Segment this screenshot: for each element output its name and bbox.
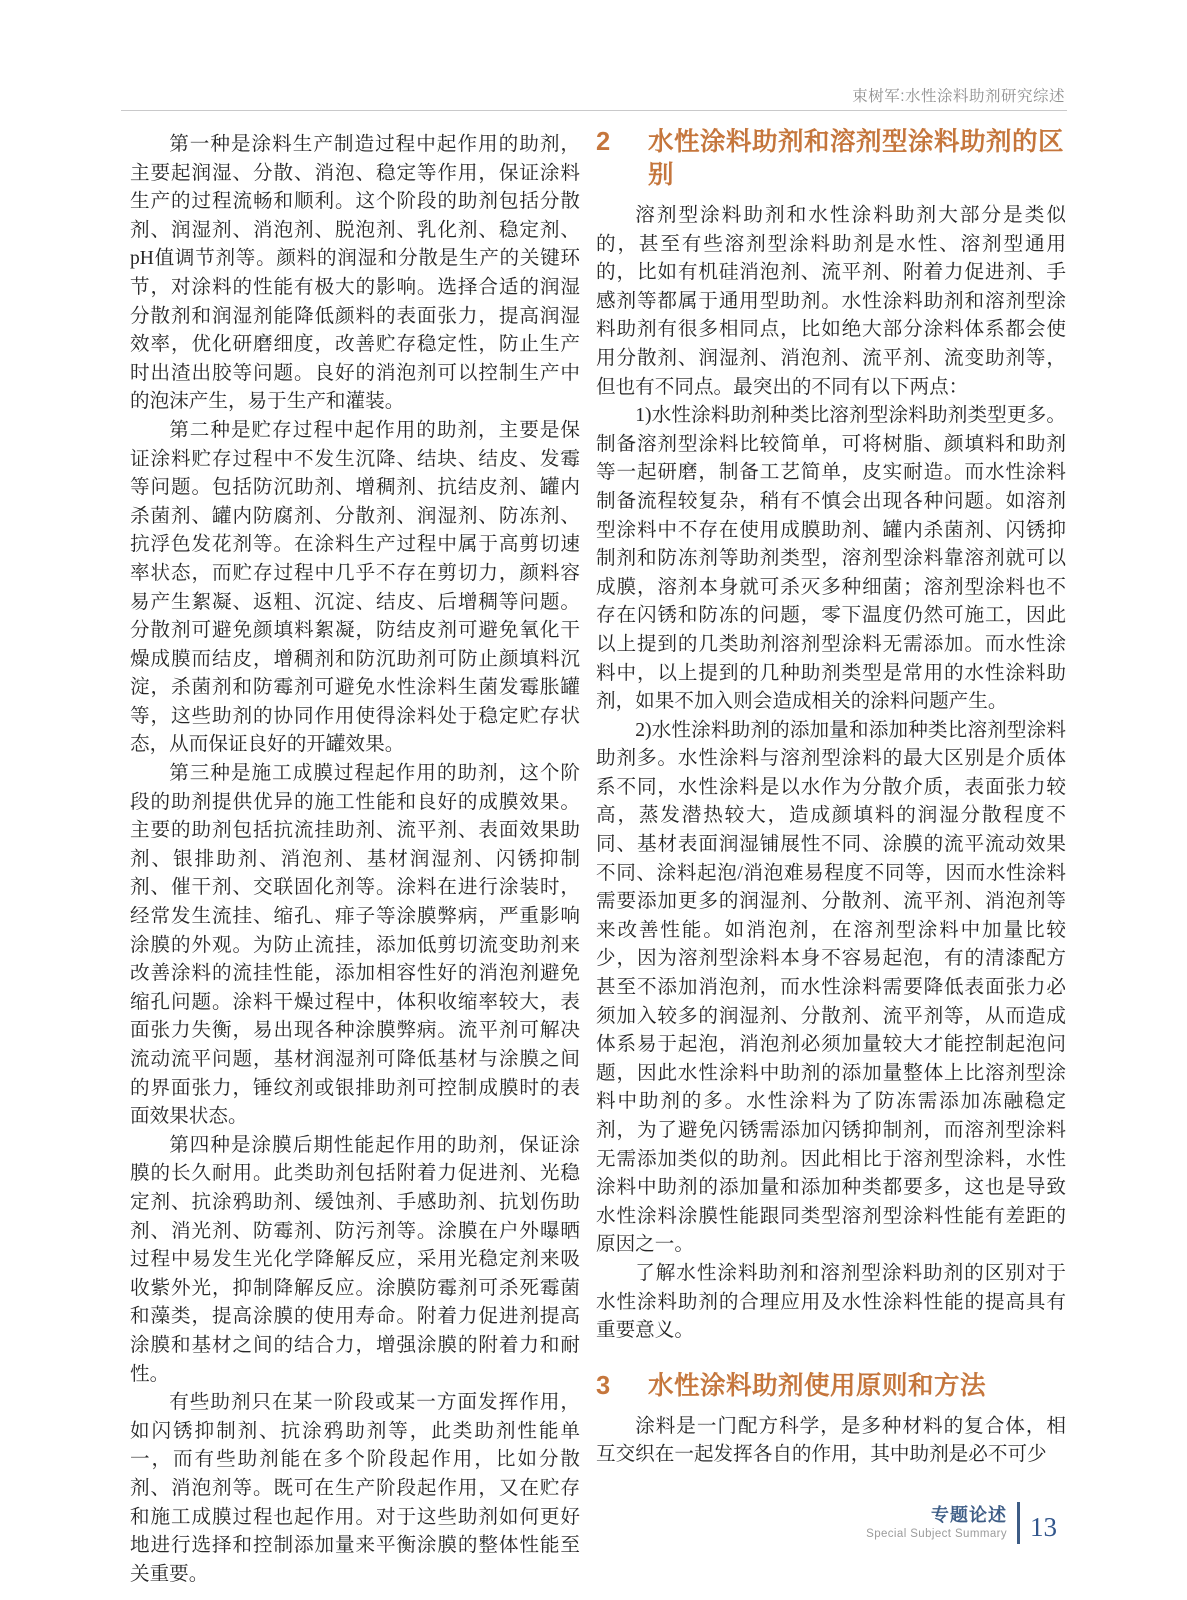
left-column [130, 131, 580, 1589]
paragraph-additive-stage-2: 第二种是贮存过程中起作用的助剂，主要是保证涂料贮存过程中不发生沉降、结块、结皮、发霉等问题。包括防沉助剂、增稠剂、抗结皮剂、罐内杀菌剂、罐内防腐剂、分散剂、润湿剂、防冻剂、抗浮色发花剂等。在涂料生产过程中属于高剪切速率状态，而贮存过程中几乎不存在剪切力，颜料容易产生絮凝、返粗、沉淀、结皮、后增稠等问题。分散剂可避免颜填料絮凝，防结皮剂可避免氧化干燥成膜而结皮，增稠剂和防沉助剂可防止颜填料沉淀，杀菌剂和防霉剂可避免水性涂料生菌发霉胀罐等，这些助剂的协同作用使得涂料处于稳定贮存状态，从而保证良好的开罐效果。 [130, 419, 580, 756]
paragraph-additive-stage-1: 第一种是涂料生产制造过程中起作用的助剂，主要起润湿、分散、消泡、稳定等作用，保证涂料生产的过程流畅和顺利。这个阶段的助剂包括分散剂、润湿剂、消泡剂、脱泡剂、乳化剂、稳定剂、pH值调节剂等。颜料的润湿和分散是生产的关键环节，对涂料的性能有极大的影响。选择合适的润湿分散剂和润湿剂能降低颜料的表面张力，提高润湿效率，优化研磨细度，改善贮存稳定性，防止生产时出渣出胶等问题。良好的消泡剂可以控制生产中的泡沫产生，易于生产和灌装。 [130, 134, 580, 413]
footer-column-title-en: Special Subject Summary [866, 1527, 1007, 1540]
paragraph-additive-stage-4: 第四种是涂膜后期性能起作用的助剂，保证涂膜的长久耐用。此类助剂包括附着力促进剂、光稳定剂、抗涂鸦助剂、缓蚀剂、手感助剂、抗划伤助剂、消光剂、防霉剂、防污剂等。涂膜在户外曝晒过程中易发生光化学降解反应，采用光稳定剂来吸收紫外光，抑制降解反应。涂膜防霉剂可杀死霉菌和藻类，提高涂膜的使用寿命。附着力促进剂提高涂膜和基材之间的结合力，增强涂膜的附着力和耐性。 [130, 1134, 580, 1385]
page-footer [866, 1502, 1057, 1544]
paragraph-section3-intro: 涂料是一门配方科学，是多种材料的复合体，相互交织在一起发挥各自的作用，其中助剂是必不可少 [596, 1415, 1066, 1466]
section-3-heading [596, 1370, 1066, 1403]
running-title: 束树军:水性涂料助剂研究综述 [852, 88, 1065, 105]
paragraph-additive-stage-3: 第三种是施工成膜过程起作用的助剂，这个阶段的助剂提供优异的施工性能和良好的成膜效果。主要的助剂包括抗流挂助剂、流平剂、表面效果助剂、银排助剂、消泡剂、基材润湿剂、闪锈抑制剂、催干剂、交联固化剂等。涂料在进行涂装时，经常发生流挂、缩孔、痱子等涂膜弊病，严重影响涂膜的外观。为防止流挂，添加低剪切流变助剂来改善涂料的流挂性能，添加相容性好的消泡剂避免缩孔问题。涂料干燥过程中，体积收缩率较大，表面张力失衡，易出现各种涂膜弊病。流平剂可解决流动流平问题，基材润湿剂可降低基材与涂膜之间的界面张力，锤纹剂或银排助剂可控制成膜时的表面效果状态。 [130, 763, 580, 1128]
footer-labels [866, 1505, 1007, 1542]
header-divider [121, 110, 1067, 111]
footer-divider-bar [1017, 1502, 1020, 1544]
section-2-number: 2 [596, 128, 611, 156]
section-3-number: 3 [596, 1371, 611, 1400]
paragraph-section2-point-2: 2)水性涂料助剂的添加量和添加种类比溶剂型涂料助剂多。水性涂料与溶剂型涂料的最大区别是介质体系不同，水性涂料是以水作为分散介质，表面张力较高，蒸发潜热较大，造成颜填料的润湿分散程度不同、基材表面润湿铺展性不同、涂膜的流平流动效果不同、涂料起泡/消泡难易程度不同等，因而水性涂料需要添加更多的润湿剂、分散剂、流平剂、消泡剂等来改善性能。如消泡剂，在溶剂型涂料中加量比较少，因为溶剂型涂料本身不容易起泡，有的清漆配方甚至不添加消泡剂，而水性涂料需要降低表面张力必须加入较多的润湿剂、分散剂、流平剂等，从而造成体系易于起泡，消泡剂必须加量较大才能控制起泡问题，因此水性涂料中助剂的添加量整体上比溶剂型涂料中助剂的多。水性涂料为了防冻需添加冻融稳定剂，为了避免闪锈需添加闪锈抑制剂，而溶剂型涂料无需添加类似的助剂。因此相比于溶剂型涂料，水性涂料中助剂的添加量和添加种类都要多，这也是导致水性涂料涂膜性能跟同类型溶剂型涂料性能有差距的原因之一。 [596, 719, 1066, 1256]
paragraph-section2-closing: 了解水性涂料助剂和溶剂型涂料助剂的区别对于水性涂料助剂的合理应用及水性涂料性能的提高具有重要意义。 [596, 1262, 1066, 1342]
paragraph-additive-stage-summary: 有些助剂只在某一阶段或某一方面发挥作用，如闪锈抑制剂、抗涂鸦助剂等，此类助剂性能单一，而有些助剂能在多个阶段起作用，比如分散剂、消泡剂等。既可在生产阶段起作用，又在贮存和施工成膜过程也起作用。对于这些助剂如何更好地进行选择和控制添加量来平衡涂膜的整体性能至关重要。 [130, 1392, 580, 1585]
right-column [596, 126, 1066, 1470]
paragraph-section2-point-1: 1)水性涂料助剂种类比溶剂型涂料助剂类型更多。制备溶剂型涂料比较简单，可将树脂、颜填料和助剂等一起研磨，制备工艺简单，皮实耐造。而水性涂料制备流程较复杂，稍有不慎会出现各种问题。如溶剂型涂料中不存在使用成膜助剂、罐内杀菌剂、闪锈抑制剂和防冻剂等助剂类型，溶剂型涂料靠溶剂就可以成膜，溶剂本身就可杀灭多种细菌；溶剂型涂料也不存在闪锈和防冻的问题，零下温度仍然可施工，因此以上提到的几类助剂溶剂型涂料无需添加。而水性涂料中，以上提到的几种助剂类型是常用的水性涂料助剂，如果不加入则会造成相关的涂料问题产生。 [596, 405, 1066, 713]
section-2-title: 水性涂料助剂和溶剂型涂料助剂的区别 [648, 128, 1065, 189]
page-number: 13 [1030, 1511, 1057, 1542]
section-3-title: 水性涂料助剂使用原则和方法 [648, 1371, 987, 1400]
footer-column-title-cn: 专题论述 [931, 1504, 1007, 1525]
section-2-heading [596, 126, 1066, 192]
paragraph-section2-intro: 溶剂型涂料助剂和水性涂料助剂大部分是类似的，甚至有些溶剂型涂料助剂是水性、溶剂型通用的，比如有机硅消泡剂、流平剂、附着力促进剂、手感剂等都属于通用型助剂。水性涂料助剂和溶剂型涂料助剂有很多相同点，比如绝大部分涂料体系都会使用分散剂、润湿剂、消泡剂、流平剂、流变助剂等，但也有不同点。最突出的不同有以下两点： [596, 205, 1066, 398]
